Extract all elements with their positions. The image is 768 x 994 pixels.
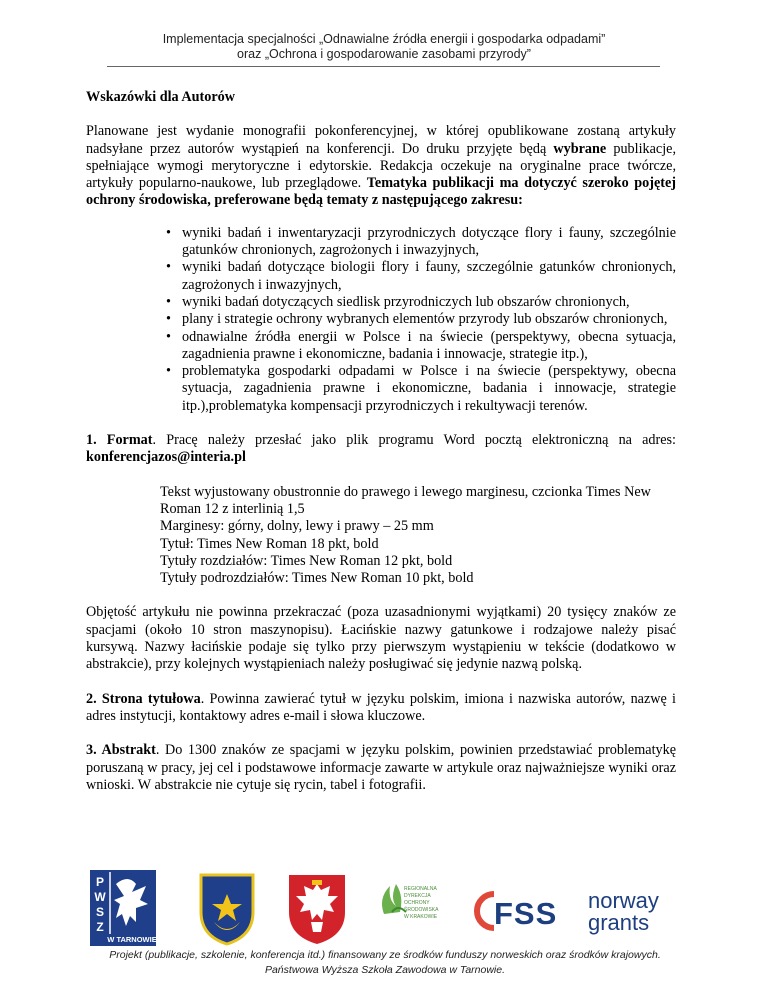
document-body: [86, 89, 676, 794]
topic-item: • wyniki badań dotyczące biologii flory i fauny, szczególnie gatunków chronionych, zagrożonych i inwazyjnych,: [182, 259, 676, 294]
topic-item: • wyniki badań i inwentaryzacji przyrodniczych dotyczące flory i fauny, szczególnie gatunków chronionych, zagrożonych i inwazyjnych,: [182, 225, 676, 260]
norway-text: norway: [588, 888, 659, 913]
format-spec-line: Marginesy: górny, dolny, lewy i prawy – 25 mm: [160, 518, 434, 535]
rdos-line: W KRAKOWIE: [404, 914, 438, 920]
rdos-line: DYREKCJA: [404, 893, 431, 899]
format-section: [86, 432, 676, 467]
fss-arc-icon: [477, 894, 494, 928]
abstract-text: . Do 1300 znaków ze spacjami w języku polskim, powinien przedstawiać problematykę poruszaną w pracy, jej cel i podstawowe informacje zawarte w artykule oraz najważniejsze wyniki oraz wnioski. W abstrakcie nie cytuje się rycin, tabel i fotografii.: [86, 742, 676, 793]
abstract-section: [86, 742, 676, 794]
rdos-line: REGIONALNA: [404, 886, 437, 892]
page-title: Wskazówki dla Autorów: [86, 89, 235, 105]
topics-list: [86, 225, 676, 415]
format-email: konferencjazos@interia.pl: [86, 449, 246, 466]
grants-text: grants: [588, 910, 650, 935]
format-spec-line: Tytuły podrozdziałów: Times New Roman 10 pkt, bold: [160, 570, 474, 587]
tarnow-coat-of-arms: [198, 872, 256, 946]
format-text: . Pracę należy przesłać jako plik programu Word pocztą elektroniczną na adres:: [152, 432, 676, 449]
format-spec-line: Tytuł: Times New Roman 18 pkt, bold: [160, 535, 379, 552]
intro-paragraph: [86, 123, 676, 209]
pwsz-letter: Z: [96, 920, 104, 934]
footer-line-1: Projekt (publikacje, szkolenie, konferencja itd.) finansowany ze środków funduszy norweskich oraz środków krajowych.: [109, 949, 661, 961]
pwsz-caption: W TARNOWIE: [107, 935, 157, 944]
eagle-tail-icon: [311, 922, 323, 932]
rdos-logo: [376, 876, 439, 942]
format-heading: 1. Format: [86, 432, 153, 449]
pwsz-letter: W: [94, 890, 106, 904]
title-page-heading: 2. Strona tytułowa: [86, 690, 201, 707]
title-page-section: [86, 691, 676, 726]
header-line-2: oraz „Ochrona i gospodarowanie zasobami przyrody”: [237, 47, 531, 61]
rdos-line: ŚRODOWISKA: [404, 907, 439, 913]
format-spec-line: Tekst wyjustowany obustronnie do prawego i lewego marginesu, czcionka Times New Roman 12 z interlinią 1,5: [160, 483, 651, 517]
topic-item: • wyniki badań dotyczących siedlisk przyrodniczych lub obszarów chronionych,: [182, 294, 676, 311]
sponsor-logos: [90, 868, 680, 958]
header-line-1: Implementacja specjalności „Odnawialne źródła energii i gospodarka odpadami”: [162, 32, 606, 46]
title-page-text: . Powinna zawierać tytuł w języku polskim, imiona i nazwiska autorów, nazwę i adres instytucji, kontaktowy adres e-mail i słowa kluczowe.: [86, 690, 676, 724]
pwsz-letter: S: [95, 905, 105, 919]
page-footer: [90, 948, 680, 978]
crown-icon: [312, 880, 322, 885]
fss-text: FSS: [494, 896, 558, 931]
rdos-line: OCHRONY: [404, 900, 430, 906]
footer-line-2: Państwowa Wyższa Szkoła Zawodowa w Tarnowie.: [264, 964, 506, 976]
volume-paragraph: Objętość artykułu nie powinna przekraczać (poza uzasadnionymi wyjątkami) 20 tysięcy znaków ze spacjami (około 10 stron maszynopisu). Łacińskie nazwy gatunkowe i rodzajowe należy pisać kursywą. Nazwy łacińskie podaje się tylko przy pierwszym wystąpieniu w tekście (dodatkowo w abstrakcie), przy kolejnych wystąpieniach należy posługiwać się jedynie nazwą polską.: [86, 604, 676, 673]
intro-text-1: Planowane jest wydanie monografii pokonferencyjnej, w której opublikowane zostaną artykuły nadsyłane przez autorów wystąpień na konferencji. Do druku przyjęte będą: [86, 123, 676, 157]
malopolska-coat-of-arms: [286, 872, 348, 946]
format-spec-line: Tytuły rozdziałów: Times New Roman 12 pkt, bold: [160, 552, 453, 569]
pwsz-logo: [90, 870, 156, 946]
intro-bold-2: Tematyka publikacji ma dotyczyć szeroko pojętej ochrony środowiska, preferowane będą tematy z następującego zakresu:: [86, 175, 676, 209]
intro-bold-1: wybrane: [553, 140, 607, 157]
leaf-icon: [382, 884, 401, 914]
fss-logo: [474, 888, 566, 934]
pwsz-letter: P: [95, 875, 105, 889]
page-header: [100, 32, 668, 62]
topic-item: • problematyka gospodarki odpadami w Polsce i na świecie (perspektywy, obecna sytuacja, zagadnienia prawne i ekonomiczne, badania i innowacje, strategie itp.),problematyka kompensacji przyrodniczych i rekultywacji terenów.: [182, 363, 676, 415]
abstract-heading: 3. Abstrakt: [86, 742, 156, 759]
intro-text-2: publikacje, spełniające wymogi merytoryczne i edytorskie. Redakcja oczekuje na oryginalne prace twórcze, artykuły popularno-naukowe, lub przeglądowe.: [86, 140, 676, 192]
header-divider: [107, 66, 660, 67]
norway-grants-logo: [580, 886, 678, 936]
topic-item: • plany i strategie ochrony wybranych elementów przyrody lub obszarów chronionych,: [182, 311, 676, 328]
format-specs: [160, 484, 676, 588]
topic-item: • odnawialne źródła energii w Polsce i na świecie (perspektywy, obecna sytuacja, zagadnienia prawne i ekonomiczne, badania i innowacje, strategie itp.),: [182, 329, 676, 364]
